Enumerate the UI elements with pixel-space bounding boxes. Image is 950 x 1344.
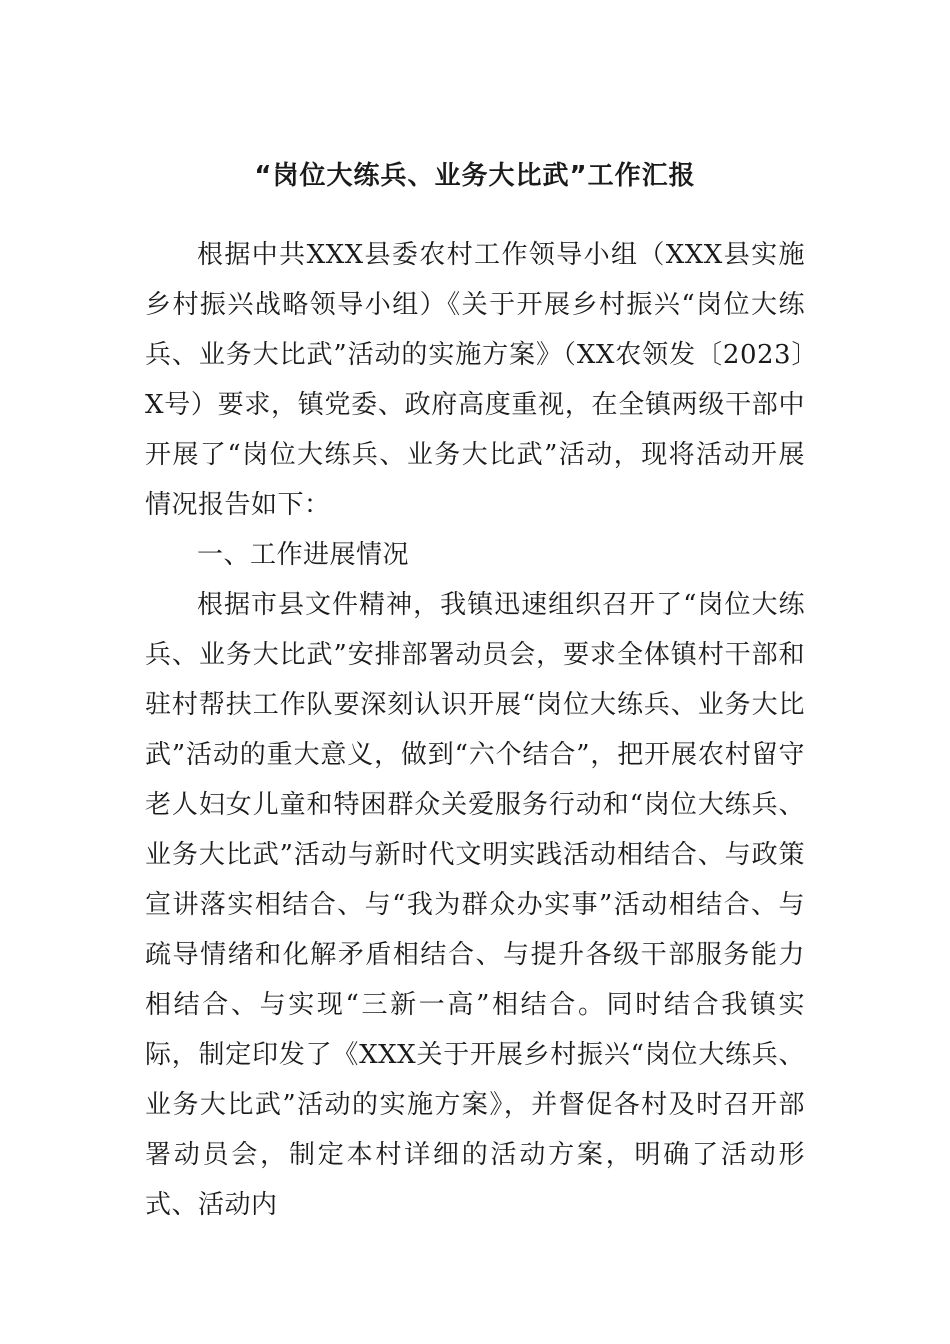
section-paragraph: 根据市县文件精神，我镇迅速组织召开了“岗位大练兵、业务大比武”安排部署动员会，要求全体镇村干部和驻村帮扶工作队要深刻认识开展“岗位大练兵、业务大比武”活动的重大意义，做到“六个结合”，把开展农村留守老人妇女儿童和特困群众关爱服务行动和“岗位大练兵、业务大比武”活动与新时代文明实践活动相结合、与政策宣讲落实相结合、与“我为群众办实事”活动相结合、与疏导情绪和化解矛盾相结合、与提升各级干部服务能力相结合、与实现“三新一高”相结合。同时结合我镇实际，制定印发了《XXX关于开展乡村振兴“岗位大练兵、业务大比武”活动的实施方案》，并督促各村及时召开部署动员会，制定本村详细的活动方案，明确了活动形式、活动内 xyxy=(145,590,805,1220)
document-title: “岗位大练兵、业务大比武”工作汇报 xyxy=(254,161,696,191)
document-body xyxy=(145,230,805,1230)
section-heading: 一、工作进展情况 xyxy=(197,540,410,570)
intro-paragraph: 根据中共XXX县委农村工作领导小组（XXX县实施乡村振兴战略领导小组）《关于开展乡村振兴“岗位大练兵、业务大比武”活动的实施方案》（XX农领发〔2023〕X号）要求，镇党委、政府高度重视，在全镇两级干部中开展了“岗位大练兵、业务大比武”活动，现将活动开展情况报告如下： xyxy=(145,240,805,520)
